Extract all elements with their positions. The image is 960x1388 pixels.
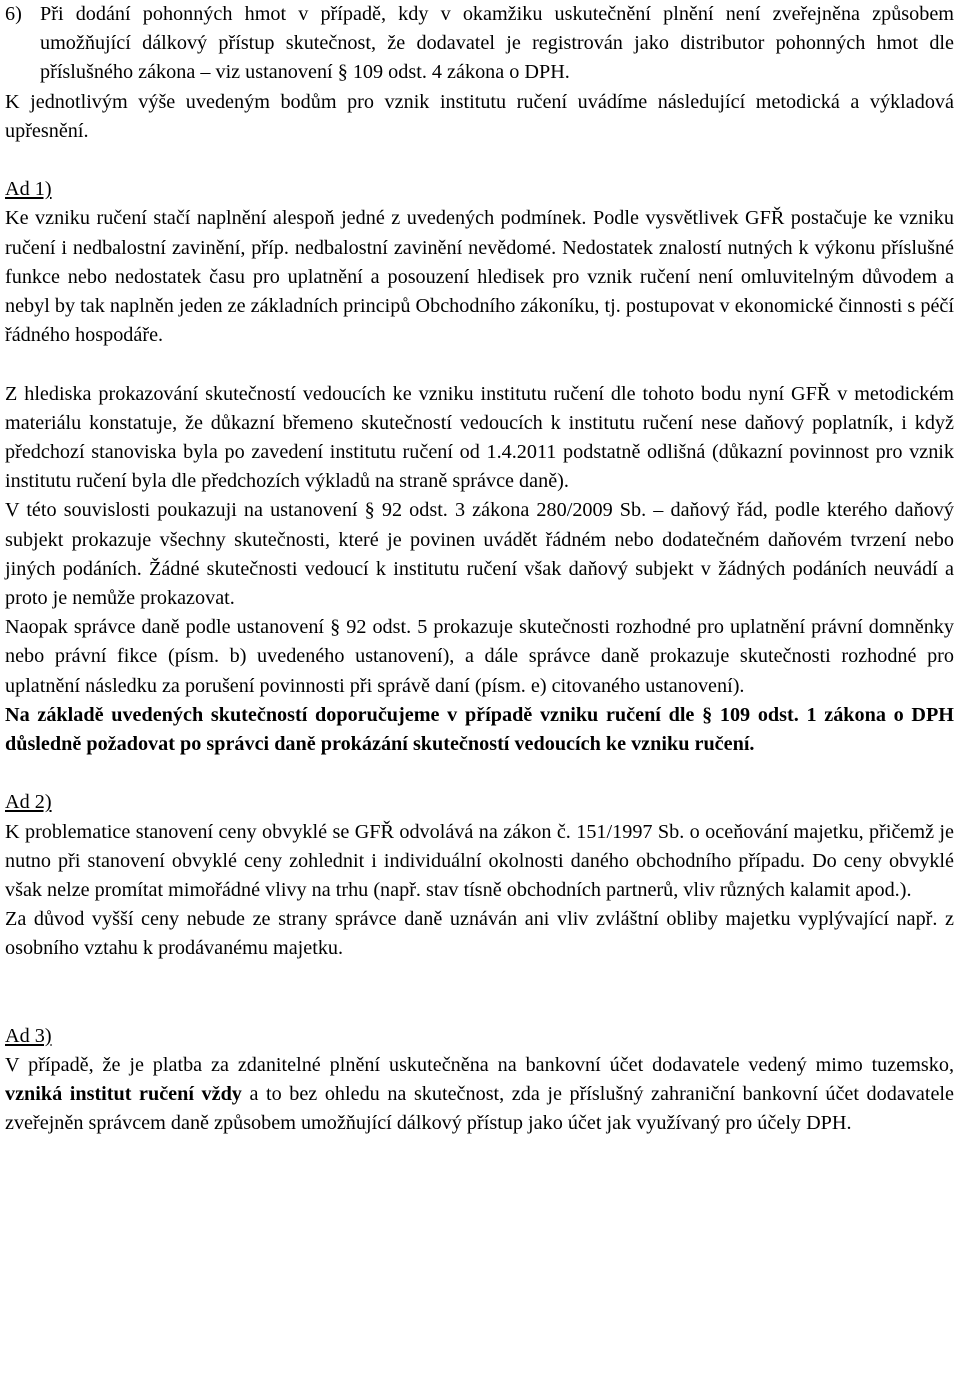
ad1-paragraph-4: Naopak správce daně podle ustanovení § 92 odst. 5 prokazuje skutečnosti rozhodné pro uplatnění právní domněnky nebo právní fikce (písm. b) uvedeného ustanovení), a dále správce daně prokazuje skutečnosti rozhodné pro uplatnění následku za porušení povinnosti při správě daní (písm. e) citovaného ustanovení).: [5, 616, 954, 697]
ad2-paragraph-2: Za důvod vyšší ceny nebude ze strany správce daně uznáván ani vliv zvláštní obliby majetku vyplývající např. z osobního vztahu k prodávanému majetku.: [5, 908, 954, 960]
spacer: [5, 146, 954, 175]
spacer: [5, 350, 954, 379]
ad1-paragraph-3: V této souvislosti poukazuji na ustanovení § 92 odst. 3 zákona 280/2009 Sb. – daňový řád, podle kterého daňový subjekt prokazuje všechny skutečnosti, které je povinen uvádět řádném nebo dodatečném daňovém tvrzení nebo jiných podáních. Žádné skutečnosti vedoucí k institutu ručení však daňový subjekt v žádných podáních neuvádí a proto je nemůže prokazovat.: [5, 499, 954, 610]
ad1-paragraph-1: Ke vzniku ručení stačí naplnění alespoň jedné z uvedených podmínek. Podle vysvětlivek GFŘ postačuje ke vzniku ručení i nedbalostní zavinění, příp. nedbalostní zavinění nevědomé. Nedostatek znalostí nutných k výkonu příslušné funkce nebo nedostatek času pro uplatnění a posouzení hledisek pro vznik ručení není omluvitelným důvodem a nebyl by tak naplněn jeden ze základních principů Obchodního zákoníku, tj. postupovat v ekonomické činnosti s péčí řádného hospodáře.: [5, 207, 954, 347]
ad3-text-start: V případě, že je platba za zdanitelné plnění uskutečněna na bankovní účet dodavatele vedený mimo tuzemsko,: [5, 1053, 954, 1076]
spacer: [5, 759, 954, 788]
section-heading-ad2: Ad 2): [5, 791, 52, 814]
ad1-recommendation: [5, 701, 954, 759]
ad3-text-bold: vzniká institut ručení vždy: [5, 1083, 242, 1106]
ad3-text-end: a to bez ohledu na skutečnost, zda je příslušný zahraniční bankovní účet dodavatele zveřejněn správcem daně způsobem umožňující dálkový přístup jako účet jak využívaný pro účely DPH.: [5, 1083, 954, 1135]
intro-paragraph: K jednotlivým výše uvedeným bodům pro vznik institutu ručení uvádíme následující metodická a výkladová upřesnění.: [5, 90, 954, 142]
ad3-paragraph-1: [5, 1051, 954, 1139]
list-item-number: 6): [5, 3, 22, 25]
ad1-recommendation-bold: Na základě uvedených skutečností doporučujeme v případě vzniku ručení dle § 109 odst. 1 zákona o DPH důsledně požadovat po správci daně prokázání skutečností vedoucích ke vzniku ručení.: [5, 703, 954, 756]
list-item-6: [5, 0, 954, 88]
ad2-paragraph-1: K problematice stanovení ceny obvyklé se GFŘ odvolává na zákon č. 151/1997 Sb. o oceňování majetku, přičemž je nutno při stanovení obvyklé ceny zohlednit i individuální okolnosti daného obchodního případu. Do ceny obvyklé však nelze promítat mimořádné vlivy na trhu (např. stav tísně obchodních partnerů, vliv různých kalamit apod.).: [5, 820, 954, 902]
ad1-paragraph-2: Z hlediska prokazování skutečností vedoucích ke vzniku institutu ručení dle tohoto bodu nyní GFŘ v metodickém materiálu konstatuje, že důkazní břemeno skutečností vedoucích k institutu ručení nese daňový poplatník, i když předchozí stanoviska byla po zavedení institutu ručení od 1.4.2011 podstatně odlišná (důkazní povinnost pro vznik institutu ručení byla dle předchozích výkladů na straně správce daně).: [5, 382, 954, 493]
section-heading-ad1: Ad 1): [5, 178, 52, 201]
spacer: [5, 964, 954, 1022]
section-heading-ad3: Ad 3): [5, 1024, 52, 1047]
list-item-text: Při dodání pohonných hmot v případě, kdy v okamžiku uskutečnění plnění není zveřejněna způsobem umožňující dálkový přístup skutečnost, že dodavatel je registrován jako distributor pohonných hmot dle příslušného zákona – viz ustanovení § 109 odst. 4 zákona o DPH.: [40, 3, 954, 84]
